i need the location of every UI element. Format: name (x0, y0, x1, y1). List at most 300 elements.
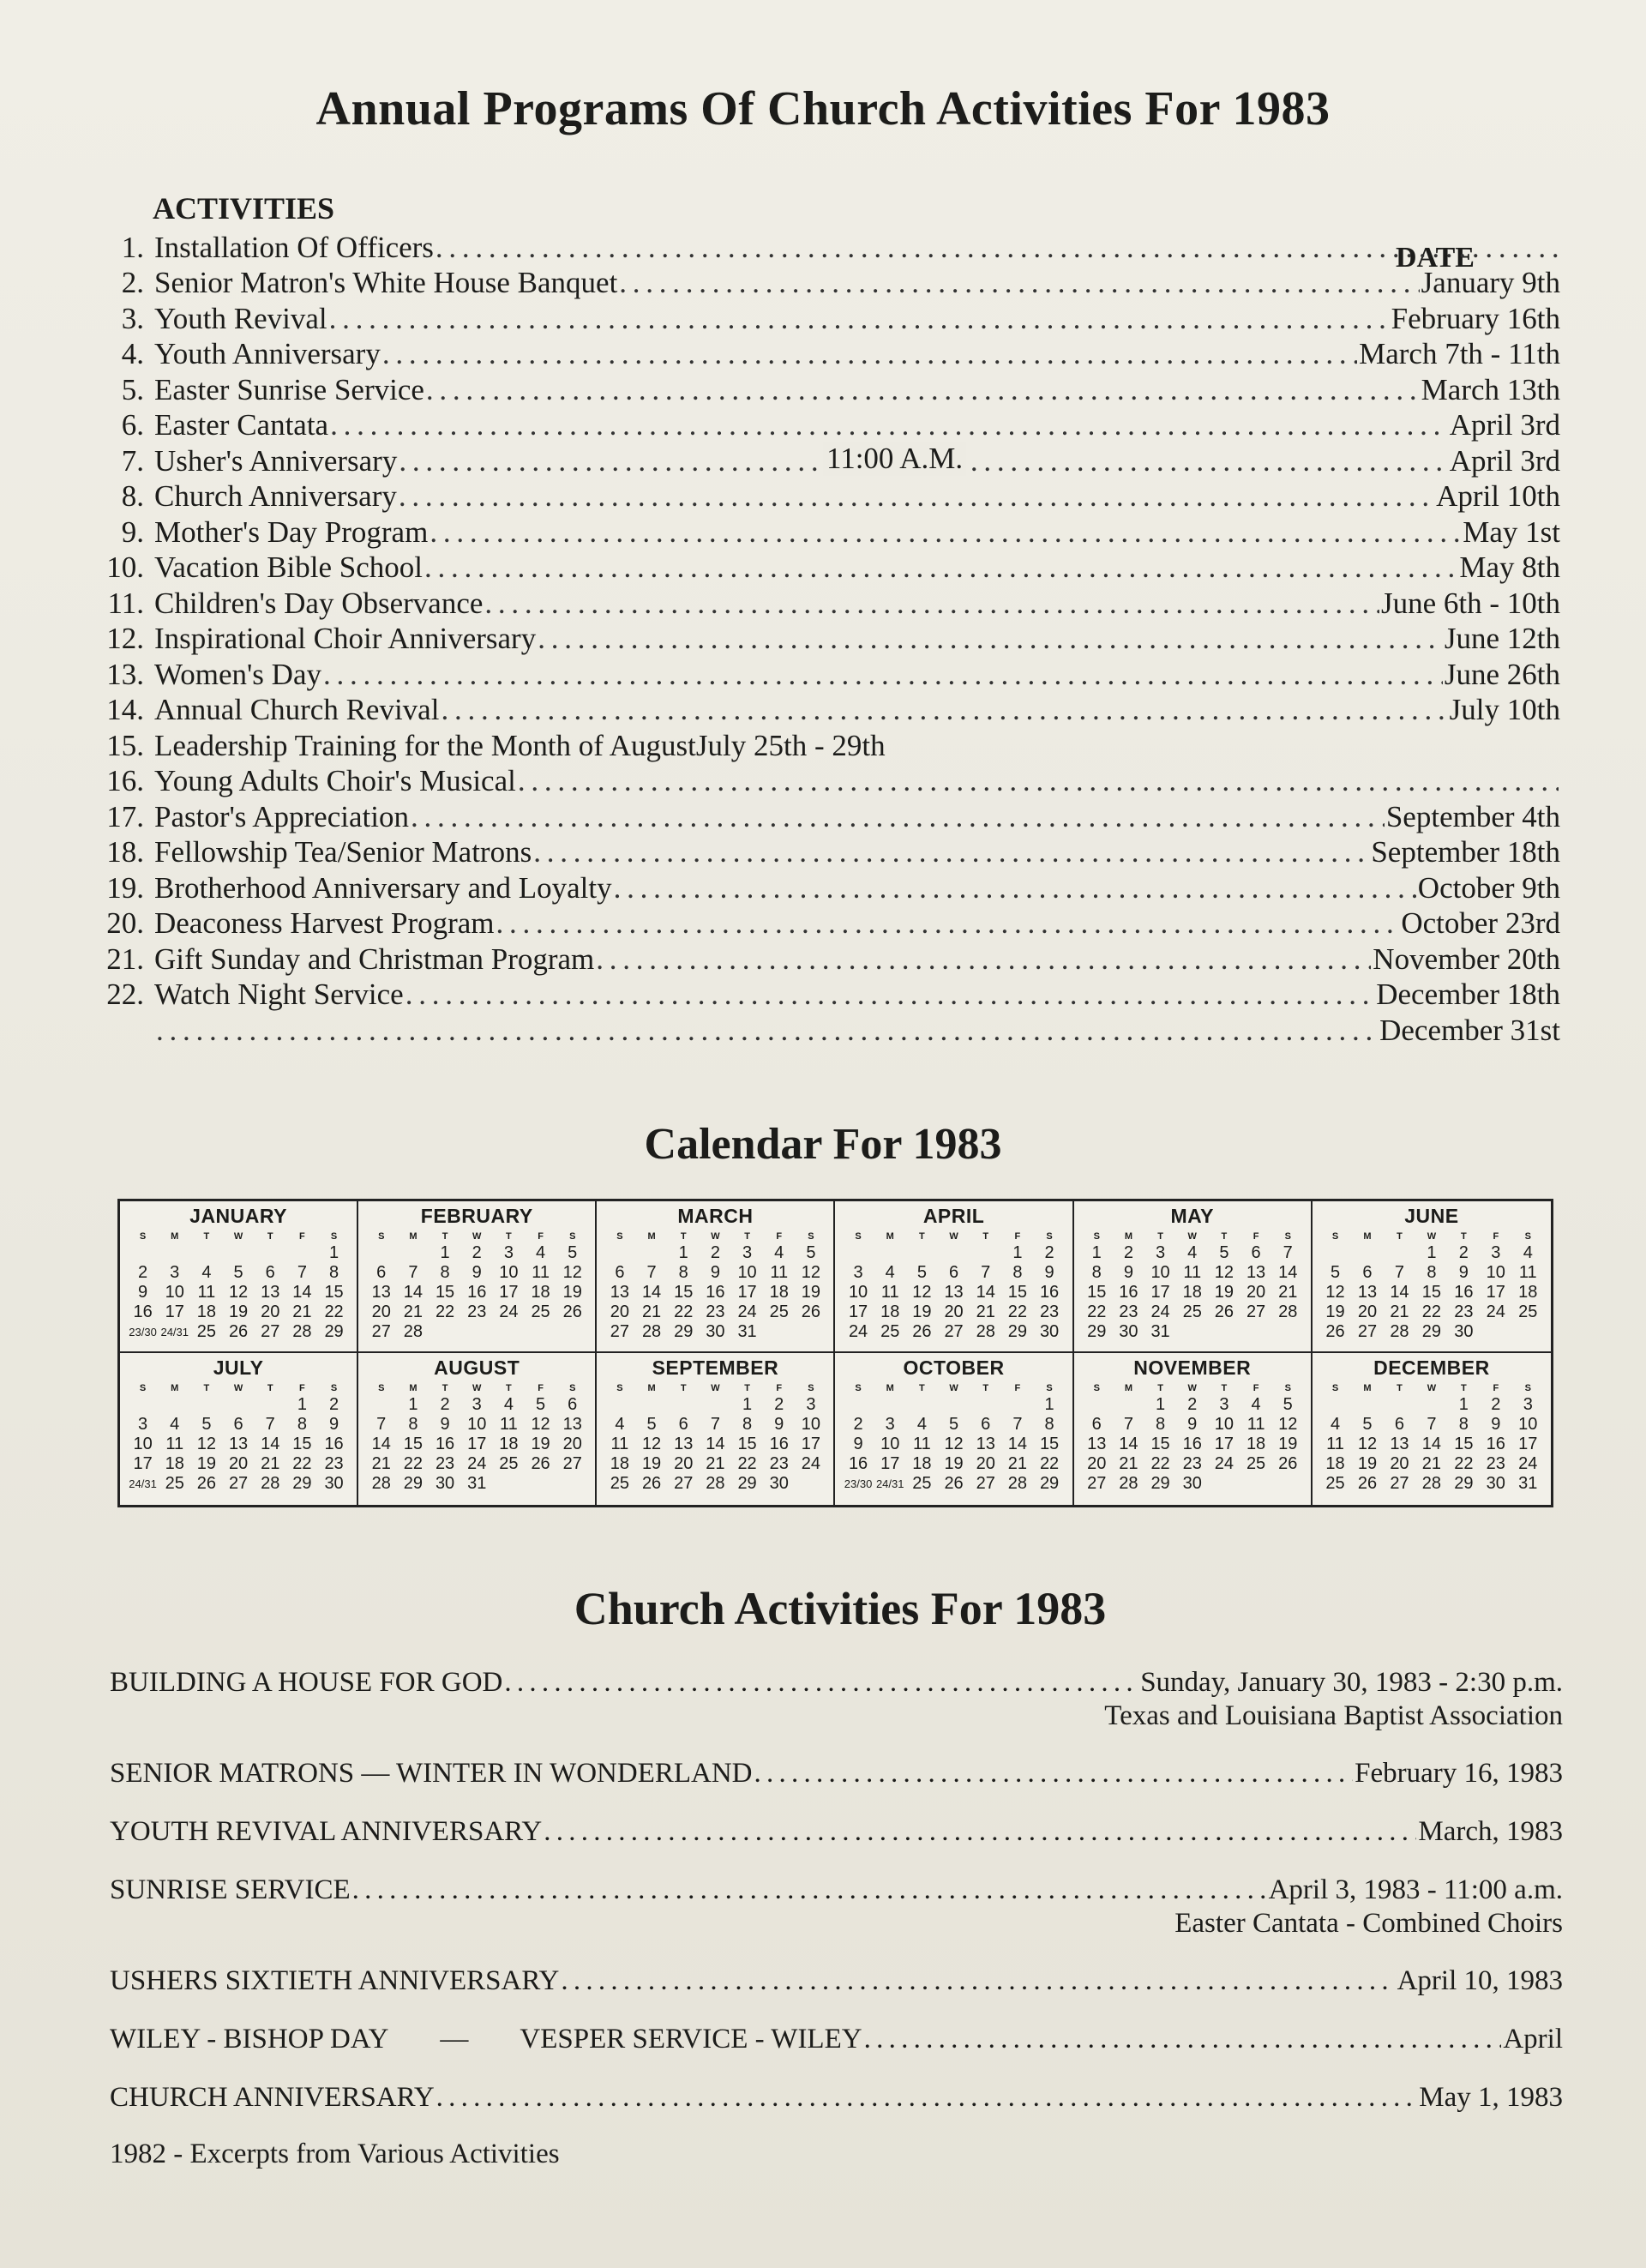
day-cell (874, 1243, 906, 1263)
activity-date: May 8th (1459, 550, 1560, 585)
activity-row (94, 657, 1560, 693)
day-cell: 24 (737, 1302, 757, 1321)
day-cell: 13 (1087, 1435, 1107, 1453)
day-cell (127, 1395, 159, 1415)
leader-dots (436, 231, 1559, 265)
day-cell: 6 (1251, 1243, 1261, 1262)
day-cell: 9 (138, 1283, 148, 1302)
day-cell: 31 (467, 1474, 487, 1493)
day-cell: 15 (324, 1283, 344, 1302)
day-cell: 15 (1087, 1283, 1107, 1302)
activity-row (94, 1013, 1560, 1049)
leader-dots (864, 2024, 1502, 2055)
day-cell: 20 (1390, 1454, 1409, 1473)
church-activity-name: YOUTH REVIVAL ANNIVERSARY (110, 1815, 543, 1847)
activity-number: 14. (106, 693, 144, 727)
day-cell: 10 (467, 1415, 487, 1434)
day-cell: 10 (499, 1263, 519, 1282)
church-activities-list (110, 1665, 1563, 2139)
day-cell: 23/30 (844, 1477, 873, 1490)
church-activity-row (110, 1665, 1563, 1699)
day-cell: 23 (324, 1454, 344, 1473)
day-cell: 28 (261, 1474, 280, 1493)
weekday-label: T (1460, 1383, 1467, 1393)
leader-dots (156, 1014, 1378, 1048)
day-cell: 24 (1518, 1454, 1538, 1473)
activity-row (94, 799, 1560, 835)
activity-date: July 25th - 29th (695, 728, 886, 762)
weekday-label: S (1093, 1231, 1100, 1242)
day-cell (525, 1474, 556, 1494)
day-cell: 21 (261, 1454, 280, 1473)
weekday-label: F (776, 1231, 783, 1242)
day-cell: 6 (1394, 1415, 1404, 1434)
day-cell: 30 (769, 1474, 789, 1493)
weekday-label: F (1253, 1383, 1259, 1393)
church-activities-title: Church Activities For 1983 (574, 1583, 1107, 1634)
weekday-label: S (378, 1383, 385, 1393)
activity-name: Fellowship Tea/Senior Matrons (154, 835, 532, 869)
church-activity-row (110, 2022, 1563, 2056)
weekday-label: T (982, 1383, 989, 1393)
weekday-label: M (1363, 1383, 1372, 1393)
day-cell: 4 (1251, 1395, 1261, 1414)
day-cell: 10 (737, 1263, 757, 1282)
day-cell: 16 (467, 1283, 487, 1302)
day-cell: 26 (1357, 1474, 1378, 1493)
day-cell: 20 (228, 1454, 249, 1473)
day-cell: 9 (710, 1263, 720, 1282)
leader-dots (596, 942, 1371, 977)
activity-number: 12. (106, 622, 144, 656)
month-name: MAY (1170, 1205, 1214, 1227)
day-cell: 21 (641, 1302, 662, 1321)
day-cell: 13 (976, 1435, 995, 1453)
day-cell: 30 (1182, 1474, 1202, 1493)
day-cell: 15 (737, 1435, 757, 1453)
day-cell: 19 (196, 1454, 217, 1473)
leader-dots (441, 693, 1447, 727)
day-cell: 28 (641, 1322, 662, 1341)
activity-name: Inspirational Choir Anniversary (154, 622, 537, 656)
day-cell: 17 (133, 1454, 153, 1473)
day-cell (190, 1243, 222, 1263)
day-cell: 17 (801, 1435, 821, 1453)
weekday-label: T (1460, 1231, 1467, 1242)
weekday-label: T (267, 1383, 273, 1393)
day-cell: 28 (1390, 1322, 1409, 1341)
day-cell (906, 1395, 938, 1415)
activity-name: Young Adults Choir's Musical (154, 764, 516, 798)
activity-number: 11. (107, 586, 144, 620)
row-gap (110, 2056, 1563, 2080)
row-gap (110, 1998, 1563, 2022)
weekday-label: W (949, 1231, 958, 1242)
day-cell: 31 (737, 1322, 757, 1341)
day-cell: 20 (944, 1302, 964, 1321)
day-cell: 18 (499, 1435, 519, 1453)
leader-dots (424, 550, 1457, 585)
day-cell: 30 (1039, 1322, 1060, 1341)
day-cell: 8 (1091, 1263, 1102, 1282)
day-cell: 11 (1247, 1415, 1265, 1434)
leader-dots (399, 479, 1434, 514)
day-cell: 29 (403, 1474, 424, 1493)
day-cell: 10 (1518, 1415, 1538, 1434)
day-cell (842, 1243, 874, 1263)
day-cell (1384, 1243, 1415, 1263)
weekday-label: T (1157, 1383, 1163, 1393)
leader-dots (518, 764, 1559, 798)
day-cell: 28 (1007, 1474, 1028, 1493)
weekday-label: T (919, 1383, 925, 1393)
day-cell (127, 1243, 159, 1263)
day-cell: 17 (880, 1454, 900, 1473)
weekday-label: T (1157, 1231, 1163, 1242)
day-cell (635, 1243, 667, 1263)
leader-dots (619, 266, 1419, 300)
day-cell: 17 (467, 1435, 487, 1453)
day-cell: 5 (201, 1415, 212, 1434)
day-cell (1176, 1322, 1208, 1342)
leader-dots (330, 408, 1448, 442)
day-cell: 25 (1246, 1454, 1266, 1473)
day-cell: 18 (196, 1302, 217, 1321)
day-cell: 29 (737, 1474, 757, 1493)
weekday-label: S (855, 1383, 862, 1393)
day-cell: 14 (403, 1283, 424, 1302)
day-cell: 24/31 (160, 1326, 189, 1339)
weekday-label: W (1427, 1383, 1437, 1393)
day-cell: 2 (329, 1395, 339, 1414)
weekday-label: S (1046, 1231, 1053, 1242)
leader-dots (436, 2082, 1418, 2114)
day-cell: 11 (1518, 1263, 1537, 1282)
weekday-label: S (616, 1231, 623, 1242)
day-cell: 3 (503, 1243, 514, 1262)
day-cell (429, 1322, 460, 1342)
day-cell: 27 (228, 1474, 249, 1493)
day-cell: 30 (1119, 1322, 1138, 1341)
day-cell: 3 (1491, 1243, 1501, 1262)
day-cell: 5 (949, 1415, 959, 1434)
day-cell: 24 (467, 1454, 487, 1473)
day-cell: 24/31 (875, 1477, 904, 1490)
day-cell: 31 (1150, 1322, 1170, 1341)
weekday-label: M (886, 1231, 894, 1242)
day-cell: 13 (228, 1435, 249, 1453)
day-cell: 9 (1044, 1263, 1054, 1282)
page-title: Annual Programs Of Church Activities For 1983 (315, 82, 1331, 135)
church-activity-name: USHERS SIXTIETH ANNIVERSARY (110, 1964, 560, 1996)
day-cell: 11 (165, 1435, 184, 1453)
day-cell (556, 1474, 588, 1494)
day-cell (159, 1395, 190, 1415)
day-cell: 19 (944, 1454, 964, 1473)
church-activity-name-secondary: VESPER SERVICE - WILEY (520, 2023, 862, 2054)
day-cell: 12 (912, 1283, 932, 1302)
church-activity-date: April (1503, 2023, 1563, 2054)
time-note: 11:00 A.M. (823, 442, 966, 476)
day-cell: 20 (562, 1435, 582, 1453)
day-cell: 5 (916, 1263, 927, 1282)
activity-date: September 18th (1371, 835, 1560, 869)
day-cell: 12 (944, 1435, 964, 1453)
activity-name: Gift Sunday and Christman Program (154, 941, 595, 976)
day-cell: 9 (1458, 1263, 1469, 1282)
weekday-label: S (330, 1383, 338, 1393)
day-cell (493, 1474, 525, 1494)
weekday-label: T (1221, 1231, 1228, 1242)
day-cell (1272, 1322, 1304, 1342)
activity-number: 19. (106, 870, 144, 905)
activity-name: Church Anniversary (154, 479, 397, 514)
day-cell: 21 (292, 1302, 312, 1321)
day-cell: 13 (1357, 1283, 1378, 1302)
day-cell: 29 (1150, 1474, 1170, 1493)
day-cell (556, 1322, 588, 1342)
day-cell: 3 (742, 1243, 753, 1262)
day-cell: 26 (1214, 1302, 1234, 1321)
activity-number: 3. (121, 301, 144, 335)
weekday-label: S (1046, 1383, 1053, 1393)
day-cell: 16 (133, 1302, 153, 1321)
day-cell: 2 (440, 1395, 450, 1414)
day-cell: 14 (641, 1283, 662, 1302)
weekday-label: T (744, 1231, 750, 1242)
day-cell: 8 (297, 1415, 307, 1434)
church-activity-name: SENIOR MATRONS — WINTER IN WONDERLAND (110, 1757, 753, 1789)
church-activity-subtitle: Texas and Louisiana Baptist Association (1104, 1700, 1563, 1731)
day-cell: 15 (403, 1435, 424, 1453)
leader-dots (352, 1874, 1267, 1906)
day-cell: 16 (1486, 1435, 1505, 1453)
leader-dots (484, 587, 1379, 621)
month-name: APRIL (922, 1205, 985, 1227)
day-cell: 10 (1150, 1263, 1170, 1282)
day-cell (397, 1243, 429, 1263)
day-cell: 5 (1219, 1243, 1229, 1262)
day-cell: 16 (848, 1454, 868, 1473)
day-cell: 27 (1390, 1474, 1409, 1493)
day-cell: 12 (562, 1263, 582, 1282)
day-cell: 22 (674, 1302, 694, 1321)
day-cell: 27 (261, 1322, 280, 1341)
day-cell: 13 (674, 1435, 694, 1453)
activity-date: April 10th (1436, 479, 1560, 514)
month-name: JANUARY (189, 1205, 287, 1227)
day-cell: 25 (1518, 1302, 1538, 1321)
month-january (120, 1201, 358, 1353)
weekday-label: W (472, 1231, 482, 1242)
activity-row (94, 586, 1560, 622)
day-cell (970, 1243, 1001, 1263)
church-activity-date: May 1, 1983 (1419, 2081, 1563, 2113)
day-cell: 23 (1486, 1454, 1505, 1473)
day-cell: 13 (562, 1415, 582, 1434)
day-cell: 21 (1390, 1302, 1409, 1321)
day-cell: 4 (1523, 1243, 1533, 1262)
activity-date: March 7th - 11th (1359, 337, 1560, 371)
weekday-label: S (330, 1231, 338, 1242)
day-cell: 21 (403, 1302, 424, 1321)
day-cell: 22 (737, 1454, 757, 1473)
activity-name: Mother's Day Program (154, 514, 429, 549)
day-cell: 25 (880, 1322, 900, 1341)
day-cell: 17 (1150, 1283, 1170, 1302)
day-cell (1240, 1474, 1271, 1494)
activity-date: November 20th (1373, 941, 1560, 976)
activity-date: May 1st (1463, 514, 1560, 549)
day-cell: 28 (1421, 1474, 1442, 1493)
weekday-label: S (378, 1231, 385, 1242)
day-cell: 20 (610, 1302, 630, 1321)
activities-header: ACTIVITIES (153, 191, 335, 226)
activity-name: Brotherhood Anniversary and Loyalty (154, 870, 612, 905)
day-cell (700, 1395, 731, 1415)
day-cell: 26 (531, 1454, 550, 1473)
day-cell: 7 (981, 1263, 991, 1282)
day-cell (159, 1243, 190, 1263)
day-cell: 5 (568, 1243, 578, 1262)
day-cell (525, 1322, 556, 1342)
day-cell: 15 (292, 1435, 312, 1453)
day-cell: 2 (774, 1395, 784, 1414)
day-cell: 23 (1454, 1302, 1474, 1321)
day-cell: 27 (976, 1474, 995, 1493)
leader-dots (504, 1667, 1138, 1699)
activity-name: Pastor's Appreciation (154, 799, 409, 833)
day-cell: 25 (1182, 1302, 1202, 1321)
day-cell: 22 (1039, 1454, 1060, 1473)
day-cell (1272, 1474, 1304, 1494)
day-cell: 25 (610, 1474, 630, 1493)
weekday-label: W (1427, 1231, 1437, 1242)
day-cell: 5 (806, 1243, 816, 1262)
day-cell: 3 (1156, 1243, 1166, 1262)
day-cell: 19 (531, 1435, 550, 1453)
weekday-label: F (1253, 1231, 1259, 1242)
day-cell: 8 (742, 1415, 753, 1434)
weekday-label: M (886, 1383, 894, 1393)
weekday-label: M (1124, 1231, 1132, 1242)
day-cell: 5 (1283, 1395, 1293, 1414)
activity-row (94, 301, 1560, 337)
weekday-label: M (171, 1231, 179, 1242)
day-cell: 1 (1091, 1243, 1102, 1262)
day-cell: 16 (435, 1435, 455, 1453)
day-cell: 11 (770, 1263, 789, 1282)
day-cell: 11 (500, 1415, 518, 1434)
day-cell (1480, 1322, 1511, 1342)
month-name: MARCH (677, 1205, 754, 1227)
activity-number: 6. (121, 408, 144, 442)
day-cell: 23 (1039, 1302, 1060, 1321)
day-cell (365, 1395, 397, 1415)
day-cell: 21 (371, 1454, 391, 1473)
activity-row (94, 372, 1560, 408)
month-name: SEPTEMBER (652, 1357, 779, 1379)
weekday-label: T (1397, 1383, 1403, 1393)
day-cell: 5 (1330, 1263, 1341, 1282)
day-cell: 13 (944, 1283, 964, 1302)
day-cell: 4 (503, 1395, 514, 1414)
activity-row (94, 693, 1560, 729)
month-september (597, 1353, 835, 1505)
weekday-label: M (1124, 1383, 1132, 1393)
day-cell: 1 (1427, 1243, 1437, 1262)
day-cell: 6 (1362, 1263, 1373, 1282)
day-cell: 8 (1044, 1415, 1054, 1434)
day-cell: 3 (472, 1395, 482, 1414)
day-cell: 6 (949, 1263, 959, 1282)
day-cell: 18 (1518, 1283, 1538, 1302)
weekday-label: T (982, 1231, 989, 1242)
day-cell: 7 (646, 1263, 657, 1282)
day-cell: 21 (976, 1302, 995, 1321)
day-cell: 24 (801, 1454, 821, 1473)
day-cell: 7 (710, 1415, 720, 1434)
leader-dots (430, 515, 1461, 550)
day-cell: 22 (1421, 1302, 1442, 1321)
day-cell: 28 (292, 1322, 312, 1341)
weekday-label: M (171, 1383, 179, 1393)
day-cell: 12 (641, 1435, 662, 1453)
activity-date: October 23rd (1401, 906, 1560, 941)
day-cell: 2 (1044, 1243, 1054, 1262)
day-cell: 11 (1183, 1263, 1202, 1282)
day-cell: 1 (440, 1243, 450, 1262)
weekday-label: S (855, 1231, 862, 1242)
day-cell (286, 1243, 318, 1263)
day-cell: 22 (1454, 1454, 1474, 1473)
day-cell: 15 (1039, 1435, 1060, 1453)
day-cell: 12 (531, 1415, 550, 1434)
day-cell: 4 (1187, 1243, 1198, 1262)
activity-number: 20. (106, 906, 144, 941)
activity-name: Women's Day (154, 657, 321, 691)
day-cell: 19 (1357, 1454, 1378, 1473)
calendar-1983 (117, 1199, 1553, 1507)
day-cell: 24 (848, 1322, 868, 1341)
weekday-label: F (1493, 1231, 1499, 1242)
day-cell: 25 (165, 1474, 184, 1493)
day-cell: 3 (170, 1263, 180, 1282)
day-cell (1208, 1474, 1240, 1494)
row-gap (110, 1732, 1563, 1756)
leader-dots (405, 978, 1375, 1012)
month-name: OCTOBER (903, 1357, 1005, 1379)
day-cell: 28 (1119, 1474, 1138, 1493)
weekday-label: S (1093, 1383, 1100, 1393)
day-cell: 7 (376, 1415, 387, 1434)
day-cell: 11 (610, 1435, 629, 1453)
day-cell: 27 (610, 1322, 630, 1341)
day-cell: 6 (615, 1263, 625, 1282)
day-cell: 29 (1087, 1322, 1107, 1341)
day-cell: 6 (981, 1415, 991, 1434)
day-cell: 25 (912, 1474, 932, 1493)
activity-row (94, 230, 1560, 266)
weekday-label: T (680, 1383, 687, 1393)
leader-dots (382, 337, 1357, 371)
day-cell: 12 (1214, 1263, 1234, 1282)
activity-date: October 9th (1417, 870, 1560, 905)
day-cell: 15 (1007, 1283, 1028, 1302)
day-cell: 12 (1325, 1283, 1345, 1302)
day-cell: 13 (1390, 1435, 1409, 1453)
day-cell: 4 (885, 1263, 895, 1282)
